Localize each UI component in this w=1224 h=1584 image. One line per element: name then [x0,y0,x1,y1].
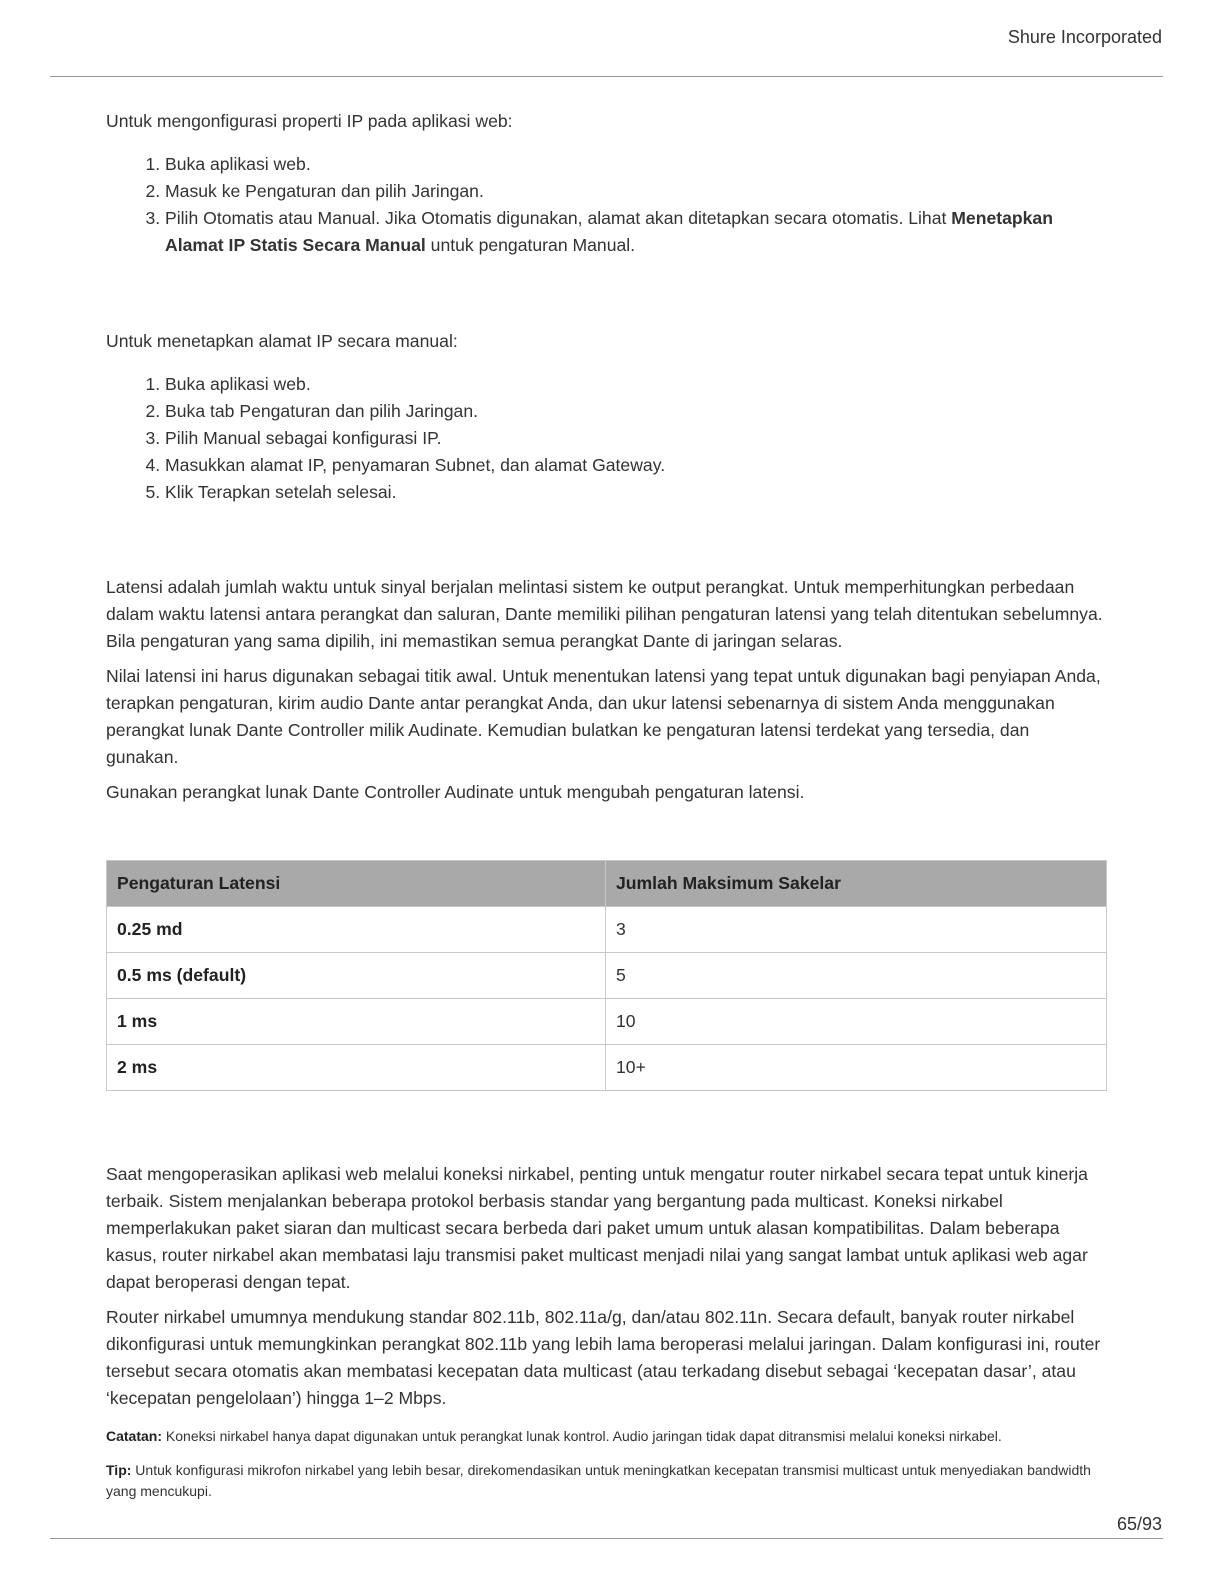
note-text: Koneksi nirkabel hanya dapat digunakan untuk perangkat lunak kontrol. Audio jaringan tidak dapat ditransmisi melalui koneksi nirkabel. [162,1428,1002,1444]
list-item: 2. Masuk ke Pengaturan dan pilih Jaringan. [165,178,1106,205]
page-content [106,108,1106,1502]
header-divider [50,76,1163,77]
list-item: 3. Pilih Manual sebagai konfigurasi IP. [165,425,1106,452]
table-cell: 0.5 ms (default) [107,953,606,999]
table-row [107,907,1107,953]
tip-callout [106,1460,1106,1502]
footer-divider [50,1538,1163,1539]
latency-table [106,860,1107,1091]
manual-ip-steps [106,371,1106,506]
tip-label: Tip: [106,1462,132,1478]
column-header: Jumlah Maksimum Sakelar [606,861,1107,907]
note-label: Catatan: [106,1428,163,1444]
table-cell: 2 ms [107,1045,606,1091]
list-item: 4. Masukkan alamat IP, penyamaran Subnet, dan alamat Gateway. [165,452,1106,479]
step-text: Pilih Otomatis atau Manual. Jika Otomatis digunakan, alamat akan ditetapkan secara otomatis. Lihat [165,208,952,228]
wireless-paragraph: Saat mengoperasikan aplikasi web melalui koneksi nirkabel, penting untuk mengatur router nirkabel secara tepat untuk kinerja terbaik. Sistem menjalankan beberapa protokol berbasis standar yang bergantung pada multicast. Koneksi nirkabel memperlakukan paket siaran dan multicast secara berbeda dari paket umum untuk alasan kompatibilitas. Dalam beberapa kasus, router nirkabel akan membatasi laju transmisi paket multicast menjadi nilai yang sangat lambat untuk aplikasi web agar dapat beroperasi dengan tepat. [106,1164,1088,1292]
list-item: 1. Buka aplikasi web. [165,371,1106,398]
list-item: 5. Klik Terapkan setelah selesai. [165,479,1106,506]
table-cell: 10 [606,999,1107,1045]
table-header-row [107,861,1107,907]
manual-ip-link[interactable]: Menetapkan Alamat IP Statis Secara Manual [165,208,1053,255]
table-cell: 5 [606,953,1107,999]
column-header: Pengaturan Latensi [107,861,606,907]
list-item [165,205,1106,259]
table-row [107,953,1107,999]
latency-paragraph: Gunakan perangkat lunak Dante Controller Audinate untuk mengubah pengaturan latensi. [106,782,805,802]
ip-config-intro: Untuk mengonfigurasi properti IP pada aplikasi web: [106,111,513,131]
latency-paragraph: Latensi adalah jumlah waktu untuk sinyal berjalan melintasi sistem ke output perangkat. Untuk memperhitungkan perbedaan dalam waktu latensi antara perangkat dan saluran, Dante memiliki pilihan pengaturan latensi yang telah ditentukan sebelumnya. Bila pengaturan yang sama dipilih, ini memastikan semua perangkat Dante di jaringan selaras. [106,577,1103,651]
table-cell: 1 ms [107,999,606,1045]
manual-ip-intro: Untuk menetapkan alamat IP secara manual: [106,331,458,351]
note-callout [106,1426,1106,1447]
tip-text: Untuk konfigurasi mikrofon nirkabel yang lebih besar, direkomendasikan untuk meningkatkan kecepatan transmisi multicast untuk menyediakan bandwidth yang mencukupi. [106,1462,1091,1499]
table-cell: 3 [606,907,1107,953]
table-cell: 0.25 md [107,907,606,953]
wireless-paragraph: Router nirkabel umumnya mendukung standar 802.11b, 802.11a/g, dan/atau 802.11n. Secara default, banyak router nirkabel dikonfigurasi untuk memungkinkan perangkat 802.11b yang lebih lama beroperasi melalui jaringan. Dalam konfigurasi ini, router tersebut secara otomatis akan membatasi kecepatan data multicast (atau terkadang disebut sebagai ‘kecepatan dasar’, atau ‘kecepatan pengelolaan’) hingga 1–2 Mbps. [106,1307,1101,1408]
page-number: 65/93 [1116,1514,1162,1534]
ip-config-steps [106,151,1106,259]
table-row [107,1045,1107,1091]
header-company-name: Shure Incorporated [1007,27,1162,47]
table-cell: 10+ [606,1045,1107,1091]
table-row [107,999,1107,1045]
list-item: 2. Buka tab Pengaturan dan pilih Jaringan. [165,398,1106,425]
latency-paragraph: Nilai latensi ini harus digunakan sebagai titik awal. Untuk menentukan latensi yang tepat untuk digunakan bagi penyiapan Anda, terapkan pengaturan, kirim audio Dante antar perangkat Anda, dan ukur latensi sebenarnya di sistem Anda menggunakan perangkat lunak Dante Controller milik Audinate. Kemudian bulatkan ke pengaturan latensi terdekat yang tersedia, dan gunakan. [106,666,1101,767]
list-item: 1. Buka aplikasi web. [165,151,1106,178]
step-text-suffix: untuk pengaturan Manual. [425,235,636,255]
